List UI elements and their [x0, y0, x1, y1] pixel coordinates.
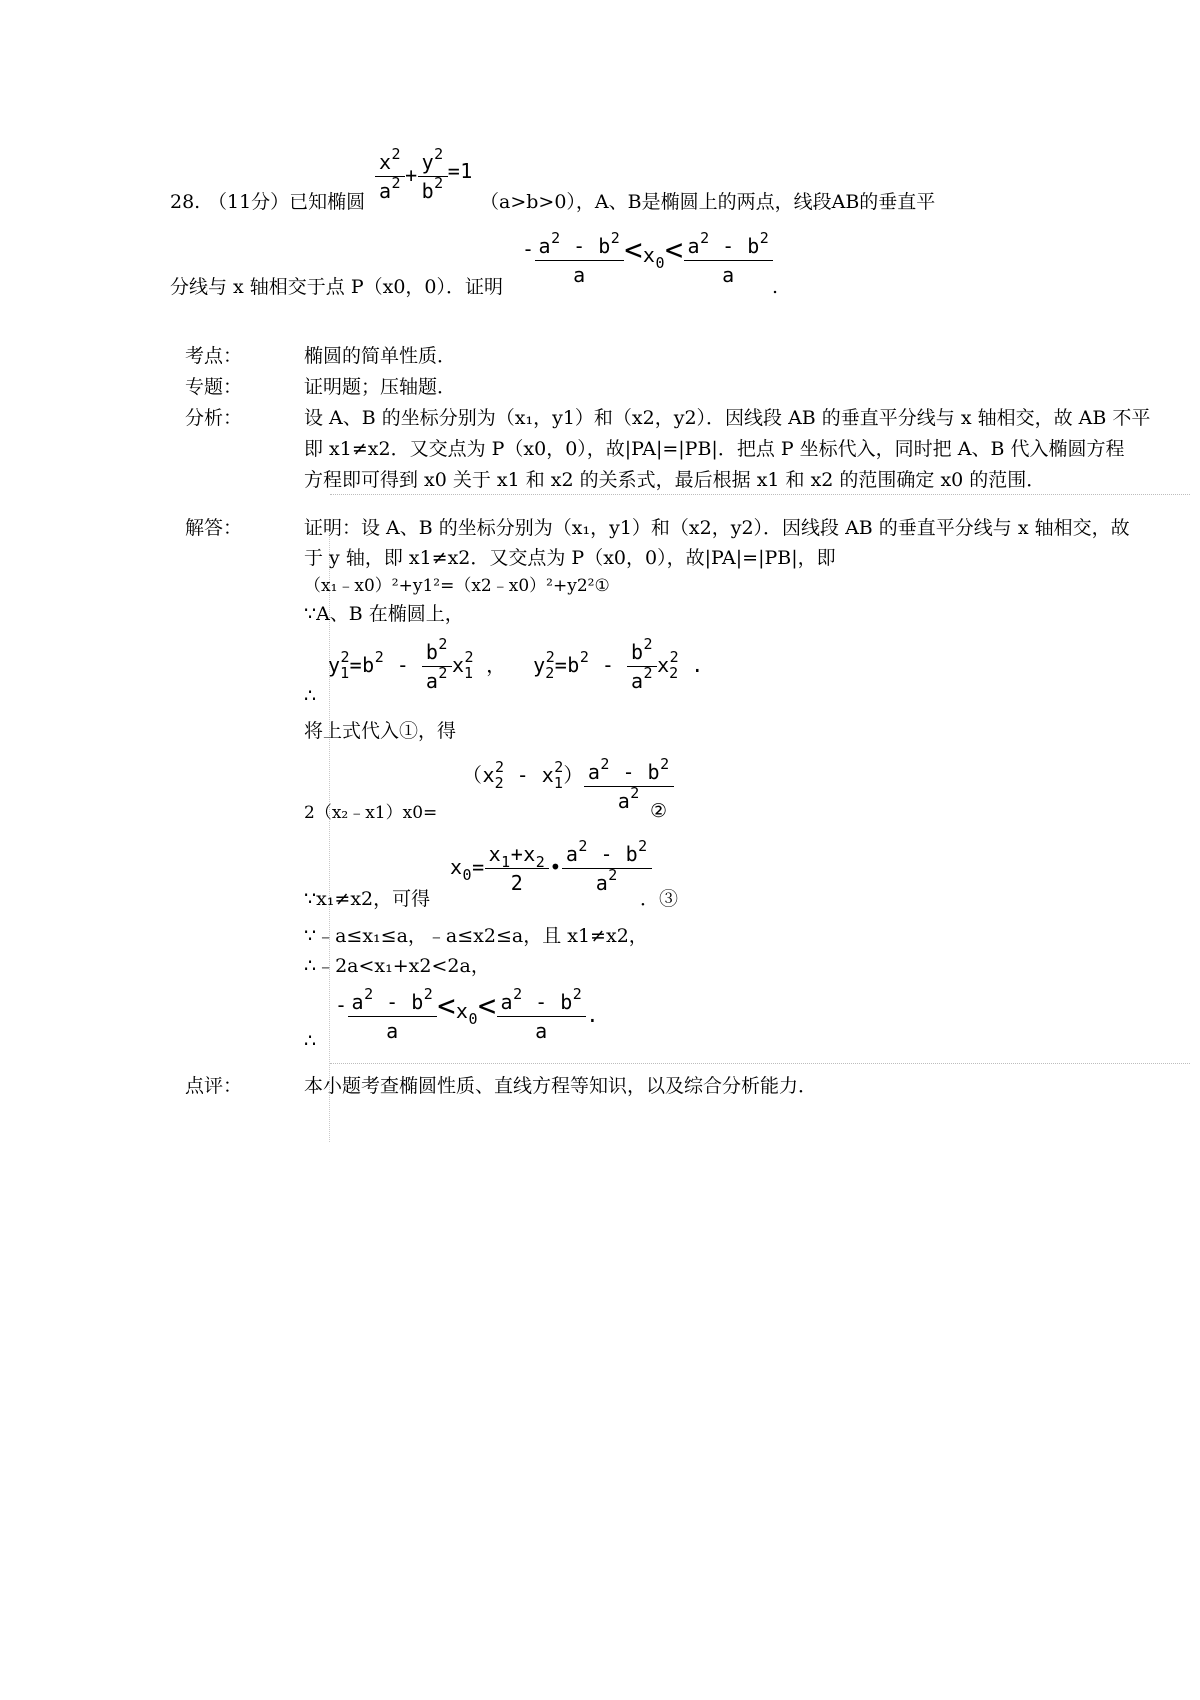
period-2: .: [586, 1003, 599, 1027]
jieda-line-9: ∵﹣a≤x₁≤a，﹣a≤x2≤a，且 x1≠x2，: [304, 925, 648, 947]
jieda-line-6: 将上式代入①，得: [304, 720, 457, 742]
label-fenxi: 分析：: [185, 407, 243, 429]
problem-period: .: [772, 276, 779, 298]
circle-2: ②: [650, 800, 668, 822]
label-zhuanti: 专题：: [185, 376, 243, 398]
period-1: .: [691, 653, 704, 677]
ellipse-equation: $\frac{x^2}{a^2}$ + $\frac{y^2}{b^2}$ =1: [375, 150, 473, 203]
problem-number: 28.: [170, 191, 201, 213]
equation-2-rhs: $(x^2_2 - x^2_1)$ $\frac{a^2 - b^2}{a^2}$: [462, 760, 674, 813]
problem-condition: （a>b>0），A、B是椭圆上的两点，线段AB的垂直平: [480, 191, 936, 213]
equation-3-rhs: $x_0=$ $\frac{x_1+x_2}{2}$ • $\frac{a^2 - b^2}{a^2}$: [450, 842, 652, 895]
inequality-formula: - $\frac{a^2 - b^2}{a}$ $<x_0<$ $\frac{a^2 - b^2}{a}$: [522, 234, 773, 287]
jieda-line-10: ∴﹣2a<x₁+x2<2a，: [304, 955, 490, 977]
label-jieda: 解答：: [185, 517, 243, 539]
fenxi-line-2: 即 x1≠x2．又交点为 P（x0，0），故|PA|=|PB|．把点 P 坐标代入，同时把 A、B 代入椭圆方程: [304, 438, 1125, 460]
fenxi-line-3: 方程即可得到 x0 关于 x1 和 x2 的关系式，最后根据 x1 和 x2 的范围确定 x0 的范围．: [304, 469, 1046, 491]
therefore-1: ∴: [304, 685, 317, 707]
jieda-line-8-left: ∵x₁≠x2，可得: [304, 888, 431, 910]
kaodian-text: 椭圆的简单性质．: [304, 345, 457, 367]
jieda-line-3: （x₁﹣x0）²+y1²=（x2﹣x0）²+y2²①: [304, 576, 610, 596]
jieda-line-2: 于 y 轴，即 x1≠x2．又交点为 P（x0，0），故|PA|=|PB|，即: [304, 547, 836, 569]
final-inequality: - $\frac{a^2 - b^2}{a}$ $<x_0<$ $\frac{a^2 - b^2}{a}$ .: [335, 985, 599, 1043]
divider: [330, 494, 1190, 495]
jieda-line-4: ∵A、B 在椭圆上，: [304, 603, 464, 625]
label-kaodian: 考点：: [185, 345, 243, 367]
therefore-2: ∴: [304, 1030, 317, 1052]
divider-2: [330, 1063, 1190, 1064]
dianping-text: 本小题考查椭圆性质、直线方程等知识，以及综合分析能力．: [304, 1075, 818, 1097]
label-dianping: 点评：: [185, 1075, 243, 1097]
comma: ，: [486, 653, 507, 677]
problem-line2: 分线与 x 轴相交于点 P（x0，0）．证明: [170, 276, 504, 298]
zhuanti-text: 证明题；压轴题．: [304, 376, 457, 398]
circle-3: ．③: [640, 888, 679, 910]
jieda-line-7-left: 2（x₂﹣x1）x0=: [304, 803, 438, 823]
fenxi-line-1: 设 A、B 的坐标分别为（x₁，y1）和（x2，y2）．因线段 AB 的垂直平分线与 x 轴相交，故 AB 不平: [304, 407, 1151, 429]
jieda-line-1: 证明：设 A、B 的坐标分别为（x₁，y1）和（x2，y2）．因线段 AB 的垂直平分线与 x 轴相交，故: [304, 517, 1130, 539]
y-squared-formulas: $y^2_1=b^2$ - $\frac{b^2}{a^2}$ $x^2_1$ ， $y^2_2=b^2$ - $\frac{b^2}{a^2}$ $x^2_2$ .: [328, 635, 704, 693]
problem-score: （11分）已知椭圆: [208, 191, 366, 213]
